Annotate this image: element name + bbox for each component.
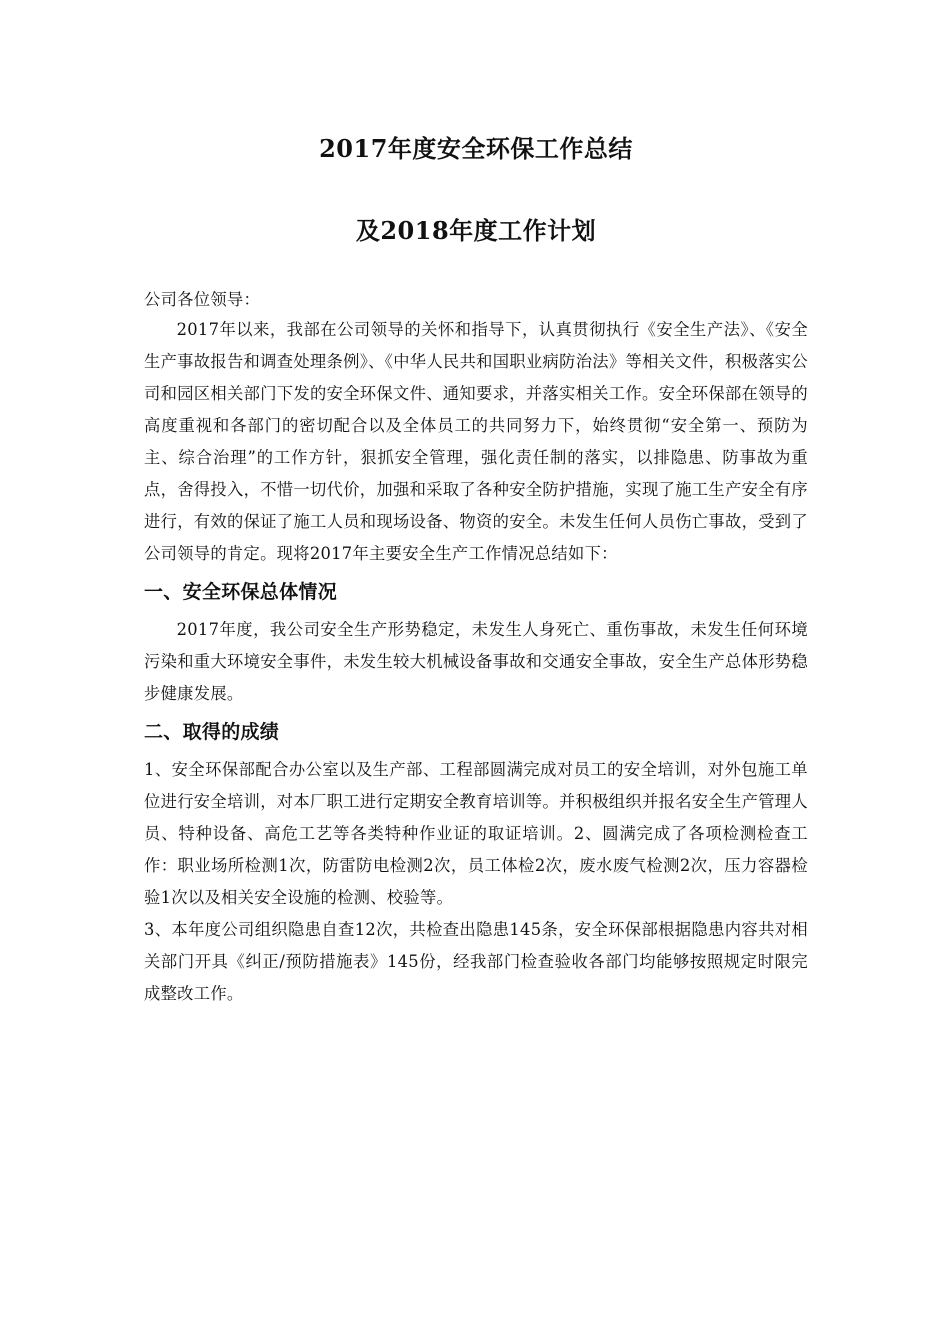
- greeting: 公司各位领导：: [144, 290, 261, 309]
- achievements-paragraph-1: 1、安全环保部配合办公室以及生产部、工程部圆满完成对员工的安全培训，对外包施工单位进行安全培训，对本厂职工进行定期安全教育培训等。并积极组织并报名安全生产管理人员、特种设备、高危工艺等各类特种作业证的取证培训。2、圆满完成了各项检测检查工作：职业场所检测1次，防雷防电检测2次，员工体检2次，废水废气检测2次，压力容器检验1次以及相关安全设施的检测、校验等。: [144, 760, 808, 907]
- section-heading-overall: 一、安全环保总体情况: [144, 581, 338, 603]
- section-heading-achievements: 二、取得的成绩: [144, 721, 280, 743]
- section-overall-paragraph: 2017年度，我公司安全生产形势稳定，未发生人身死亡、重伤事故，未发生任何环境污染和重大环境安全事件，未发生较大机械设备事故和交通安全事故，安全生产总体形势稳步健康发展。: [144, 620, 808, 703]
- intro-paragraph: 2017年以来，我部在公司领导的关怀和指导下，认真贯彻执行《安全生产法》、《安全生产事故报告和调查处理条例》、《中华人民共和国职业病防治法》等相关文件，积极落实公司和园区相关部门下发的安全环保文件、通知要求，并落实相关工作。安全环保部在领导的高度重视和各部门的密切配合以及全体员工的共同努力下，始终贯彻“安全第一、预防为主、综合治理”的工作方针，狠抓安全管理，强化责任制的落实，以排隐患、防事故为重点，舍得投入，不惜一切代价，加强和采取了各种安全防护措施，实现了施工生产安全有序进行，有效的保证了施工人员和现场设备、物资的安全。未发生任何人员伤亡事故，受到了公司领导的肯定。现将2017年主要安全生产工作情况总结如下：: [144, 320, 808, 563]
- achievements-paragraph-2: 3、本年度公司组织隐患自查12次，共检查出隐患145条，安全环保部根据隐患内容共对相关部门开具《纠正/预防措施表》145份，经我部门检查验收各部门均能够按照规定时限完成整改工作。: [144, 920, 808, 1003]
- document-body: [144, 286, 808, 1010]
- document-title-line2: 及2018年度工作计划: [355, 216, 597, 245]
- document-title-line1: 2017年度安全环保工作总结: [319, 134, 633, 163]
